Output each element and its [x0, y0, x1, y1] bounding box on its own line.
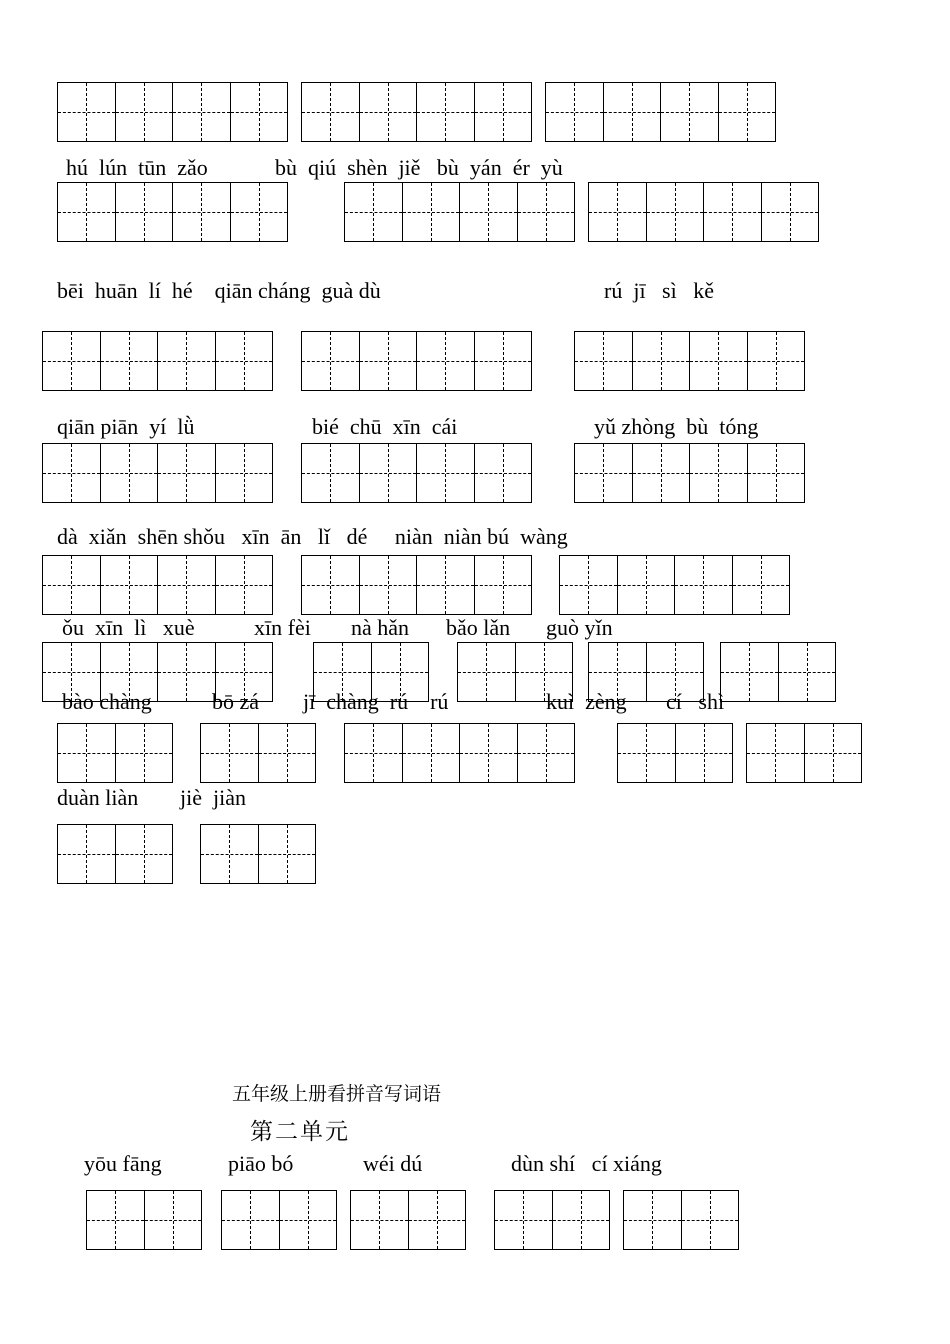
character-cell[interactable]	[231, 183, 288, 241]
answer-grid-4[interactable]	[301, 82, 532, 142]
pinyin-label: dùn shí cí xiáng	[511, 1151, 662, 1176]
answer-grid-2[interactable]	[746, 723, 862, 783]
answer-grid-4[interactable]	[42, 443, 273, 503]
character-cell[interactable]	[58, 83, 116, 141]
character-cell[interactable]	[704, 183, 762, 241]
pinyin-label: yōu fāng	[84, 1151, 162, 1176]
character-cell[interactable]	[460, 724, 518, 782]
answer-grid-4[interactable]	[545, 82, 776, 142]
character-cell[interactable]	[280, 1191, 337, 1249]
character-cell[interactable]	[475, 83, 532, 141]
pinyin-label: dà xiǎn shēn shǒu xīn ān lǐ dé niàn niàn bú wàng	[57, 524, 568, 549]
pinyin-label: hú lún tūn zǎo	[66, 155, 208, 180]
character-cell[interactable]	[116, 183, 174, 241]
character-cell[interactable]	[575, 444, 633, 502]
answer-grid-2[interactable]	[200, 824, 316, 884]
character-cell[interactable]	[43, 332, 101, 390]
character-cell[interactable]	[360, 332, 418, 390]
answer-grid-4[interactable]	[344, 723, 575, 783]
answer-grid-4[interactable]	[574, 331, 805, 391]
pinyin-label: nà hǎn	[351, 615, 410, 640]
character-cell[interactable]	[302, 83, 360, 141]
character-cell[interactable]	[604, 83, 662, 141]
character-cell[interactable]	[158, 444, 216, 502]
character-cell[interactable]	[675, 556, 733, 614]
character-cell[interactable]	[647, 183, 705, 241]
pinyin-label: bēi huān lí hé qiān cháng guà dù	[57, 278, 381, 303]
character-cell[interactable]	[475, 444, 532, 502]
answer-grid-2[interactable]	[221, 1190, 337, 1250]
character-cell[interactable]	[748, 332, 805, 390]
character-cell[interactable]	[87, 1191, 145, 1249]
character-cell[interactable]	[417, 556, 475, 614]
pinyin-label: bǎo lǎn	[446, 615, 511, 640]
character-cell[interactable]	[676, 724, 733, 782]
character-cell[interactable]	[618, 556, 676, 614]
character-cell[interactable]	[145, 1191, 202, 1249]
character-cell[interactable]	[575, 332, 633, 390]
character-cell[interactable]	[518, 183, 575, 241]
character-cell[interactable]	[417, 444, 475, 502]
character-cell[interactable]	[43, 444, 101, 502]
pinyin-label: bào chàng	[62, 689, 152, 714]
character-cell[interactable]	[360, 444, 418, 502]
pinyin-label: bié chū xīn cái	[312, 414, 458, 439]
character-cell[interactable]	[460, 183, 518, 241]
character-cell[interactable]	[158, 643, 216, 701]
character-cell[interactable]	[158, 332, 216, 390]
character-cell[interactable]	[216, 332, 273, 390]
answer-grid-4[interactable]	[301, 331, 532, 391]
character-cell[interactable]	[661, 83, 719, 141]
pinyin-label: guò yǐn	[546, 615, 613, 640]
character-cell[interactable]	[417, 332, 475, 390]
answer-grid-4[interactable]	[57, 182, 288, 242]
pinyin-label: duàn liàn	[57, 785, 139, 810]
character-cell[interactable]	[101, 332, 159, 390]
answer-grid-2[interactable]	[200, 723, 316, 783]
character-cell[interactable]	[805, 724, 862, 782]
character-cell[interactable]	[158, 556, 216, 614]
character-cell[interactable]	[345, 724, 403, 782]
answer-grid-4[interactable]	[344, 182, 575, 242]
character-cell[interactable]	[58, 183, 116, 241]
unit-heading: 第二单元	[250, 1119, 350, 1145]
pinyin-label: xīn fèi	[254, 615, 311, 640]
character-cell[interactable]	[633, 332, 691, 390]
answer-grid-4[interactable]	[42, 331, 273, 391]
answer-grid-2[interactable]	[617, 723, 733, 783]
answer-grid-2[interactable]	[623, 1190, 739, 1250]
pinyin-label: piāo bó	[228, 1151, 294, 1176]
character-cell[interactable]	[624, 1191, 682, 1249]
character-cell[interactable]	[302, 444, 360, 502]
character-cell[interactable]	[546, 83, 604, 141]
character-cell[interactable]	[618, 724, 676, 782]
character-cell[interactable]	[58, 724, 116, 782]
character-cell[interactable]	[351, 1191, 409, 1249]
character-cell[interactable]	[589, 183, 647, 241]
character-cell[interactable]	[633, 444, 691, 502]
character-cell[interactable]	[475, 332, 532, 390]
character-cell[interactable]	[302, 332, 360, 390]
answer-grid-2[interactable]	[57, 723, 173, 783]
character-cell[interactable]	[43, 556, 101, 614]
character-cell[interactable]	[747, 724, 805, 782]
character-cell[interactable]	[116, 825, 173, 883]
character-cell[interactable]	[560, 556, 618, 614]
character-cell[interactable]	[403, 183, 461, 241]
character-cell[interactable]	[58, 825, 116, 883]
character-cell[interactable]	[553, 1191, 610, 1249]
character-cell[interactable]	[733, 556, 790, 614]
character-cell[interactable]	[409, 1191, 466, 1249]
answer-grid-4[interactable]	[301, 555, 532, 615]
character-cell[interactable]	[518, 724, 575, 782]
pinyin-label: rú jī sì kě	[604, 278, 714, 303]
answer-grid-4[interactable]	[42, 555, 273, 615]
character-cell[interactable]	[719, 83, 776, 141]
character-cell[interactable]	[116, 724, 173, 782]
answer-grid-2[interactable]	[57, 824, 173, 884]
character-cell[interactable]	[116, 83, 174, 141]
character-cell[interactable]	[360, 83, 418, 141]
character-cell[interactable]	[417, 83, 475, 141]
answer-grid-2[interactable]	[350, 1190, 466, 1250]
character-cell[interactable]	[101, 444, 159, 502]
worksheet-title: 五年级上册看拼音写词语	[232, 1083, 442, 1105]
character-cell[interactable]	[690, 444, 748, 502]
character-cell[interactable]	[403, 724, 461, 782]
answer-grid-4[interactable]	[301, 443, 532, 503]
pinyin-label: ǒu xīn lì xuè	[62, 615, 195, 640]
character-cell[interactable]	[458, 643, 516, 701]
character-cell[interactable]	[173, 183, 231, 241]
character-cell[interactable]	[216, 556, 273, 614]
pinyin-label: kuì zèng	[546, 689, 627, 714]
answer-grid-2[interactable]	[720, 642, 836, 702]
character-cell[interactable]	[748, 444, 805, 502]
character-cell[interactable]	[682, 1191, 739, 1249]
pinyin-label: yǔ zhòng bù tóng	[594, 414, 759, 439]
character-cell[interactable]	[360, 556, 418, 614]
character-cell[interactable]	[762, 183, 819, 241]
answer-grid-4[interactable]	[588, 182, 819, 242]
answer-grid-2[interactable]	[494, 1190, 610, 1250]
answer-grid-2[interactable]	[86, 1190, 202, 1250]
character-cell[interactable]	[231, 83, 288, 141]
character-cell[interactable]	[779, 643, 836, 701]
pinyin-label: bù qiú shèn jiě bù yán ér yù	[275, 155, 563, 180]
character-cell[interactable]	[495, 1191, 553, 1249]
answer-grid-4[interactable]	[57, 82, 288, 142]
character-cell[interactable]	[690, 332, 748, 390]
character-cell[interactable]	[259, 825, 316, 883]
pinyin-label: jiè jiàn	[180, 785, 246, 810]
character-cell[interactable]	[259, 724, 316, 782]
character-cell[interactable]	[302, 556, 360, 614]
answer-grid-4[interactable]	[559, 555, 790, 615]
pinyin-label: cí shì	[666, 689, 725, 714]
pinyin-label: qiān piān yí lǜ	[57, 414, 195, 439]
pinyin-label: wéi dú	[363, 1151, 423, 1176]
character-cell[interactable]	[345, 183, 403, 241]
character-cell[interactable]	[201, 825, 259, 883]
pinyin-label: bō zá	[212, 689, 260, 714]
pinyin-label: jī chàng rú rú	[303, 689, 449, 714]
character-cell[interactable]	[475, 556, 532, 614]
character-cell[interactable]	[721, 643, 779, 701]
character-cell[interactable]	[216, 444, 273, 502]
character-cell[interactable]	[101, 556, 159, 614]
character-cell[interactable]	[173, 83, 231, 141]
answer-grid-4[interactable]	[574, 443, 805, 503]
character-cell[interactable]	[201, 724, 259, 782]
character-cell[interactable]	[222, 1191, 280, 1249]
